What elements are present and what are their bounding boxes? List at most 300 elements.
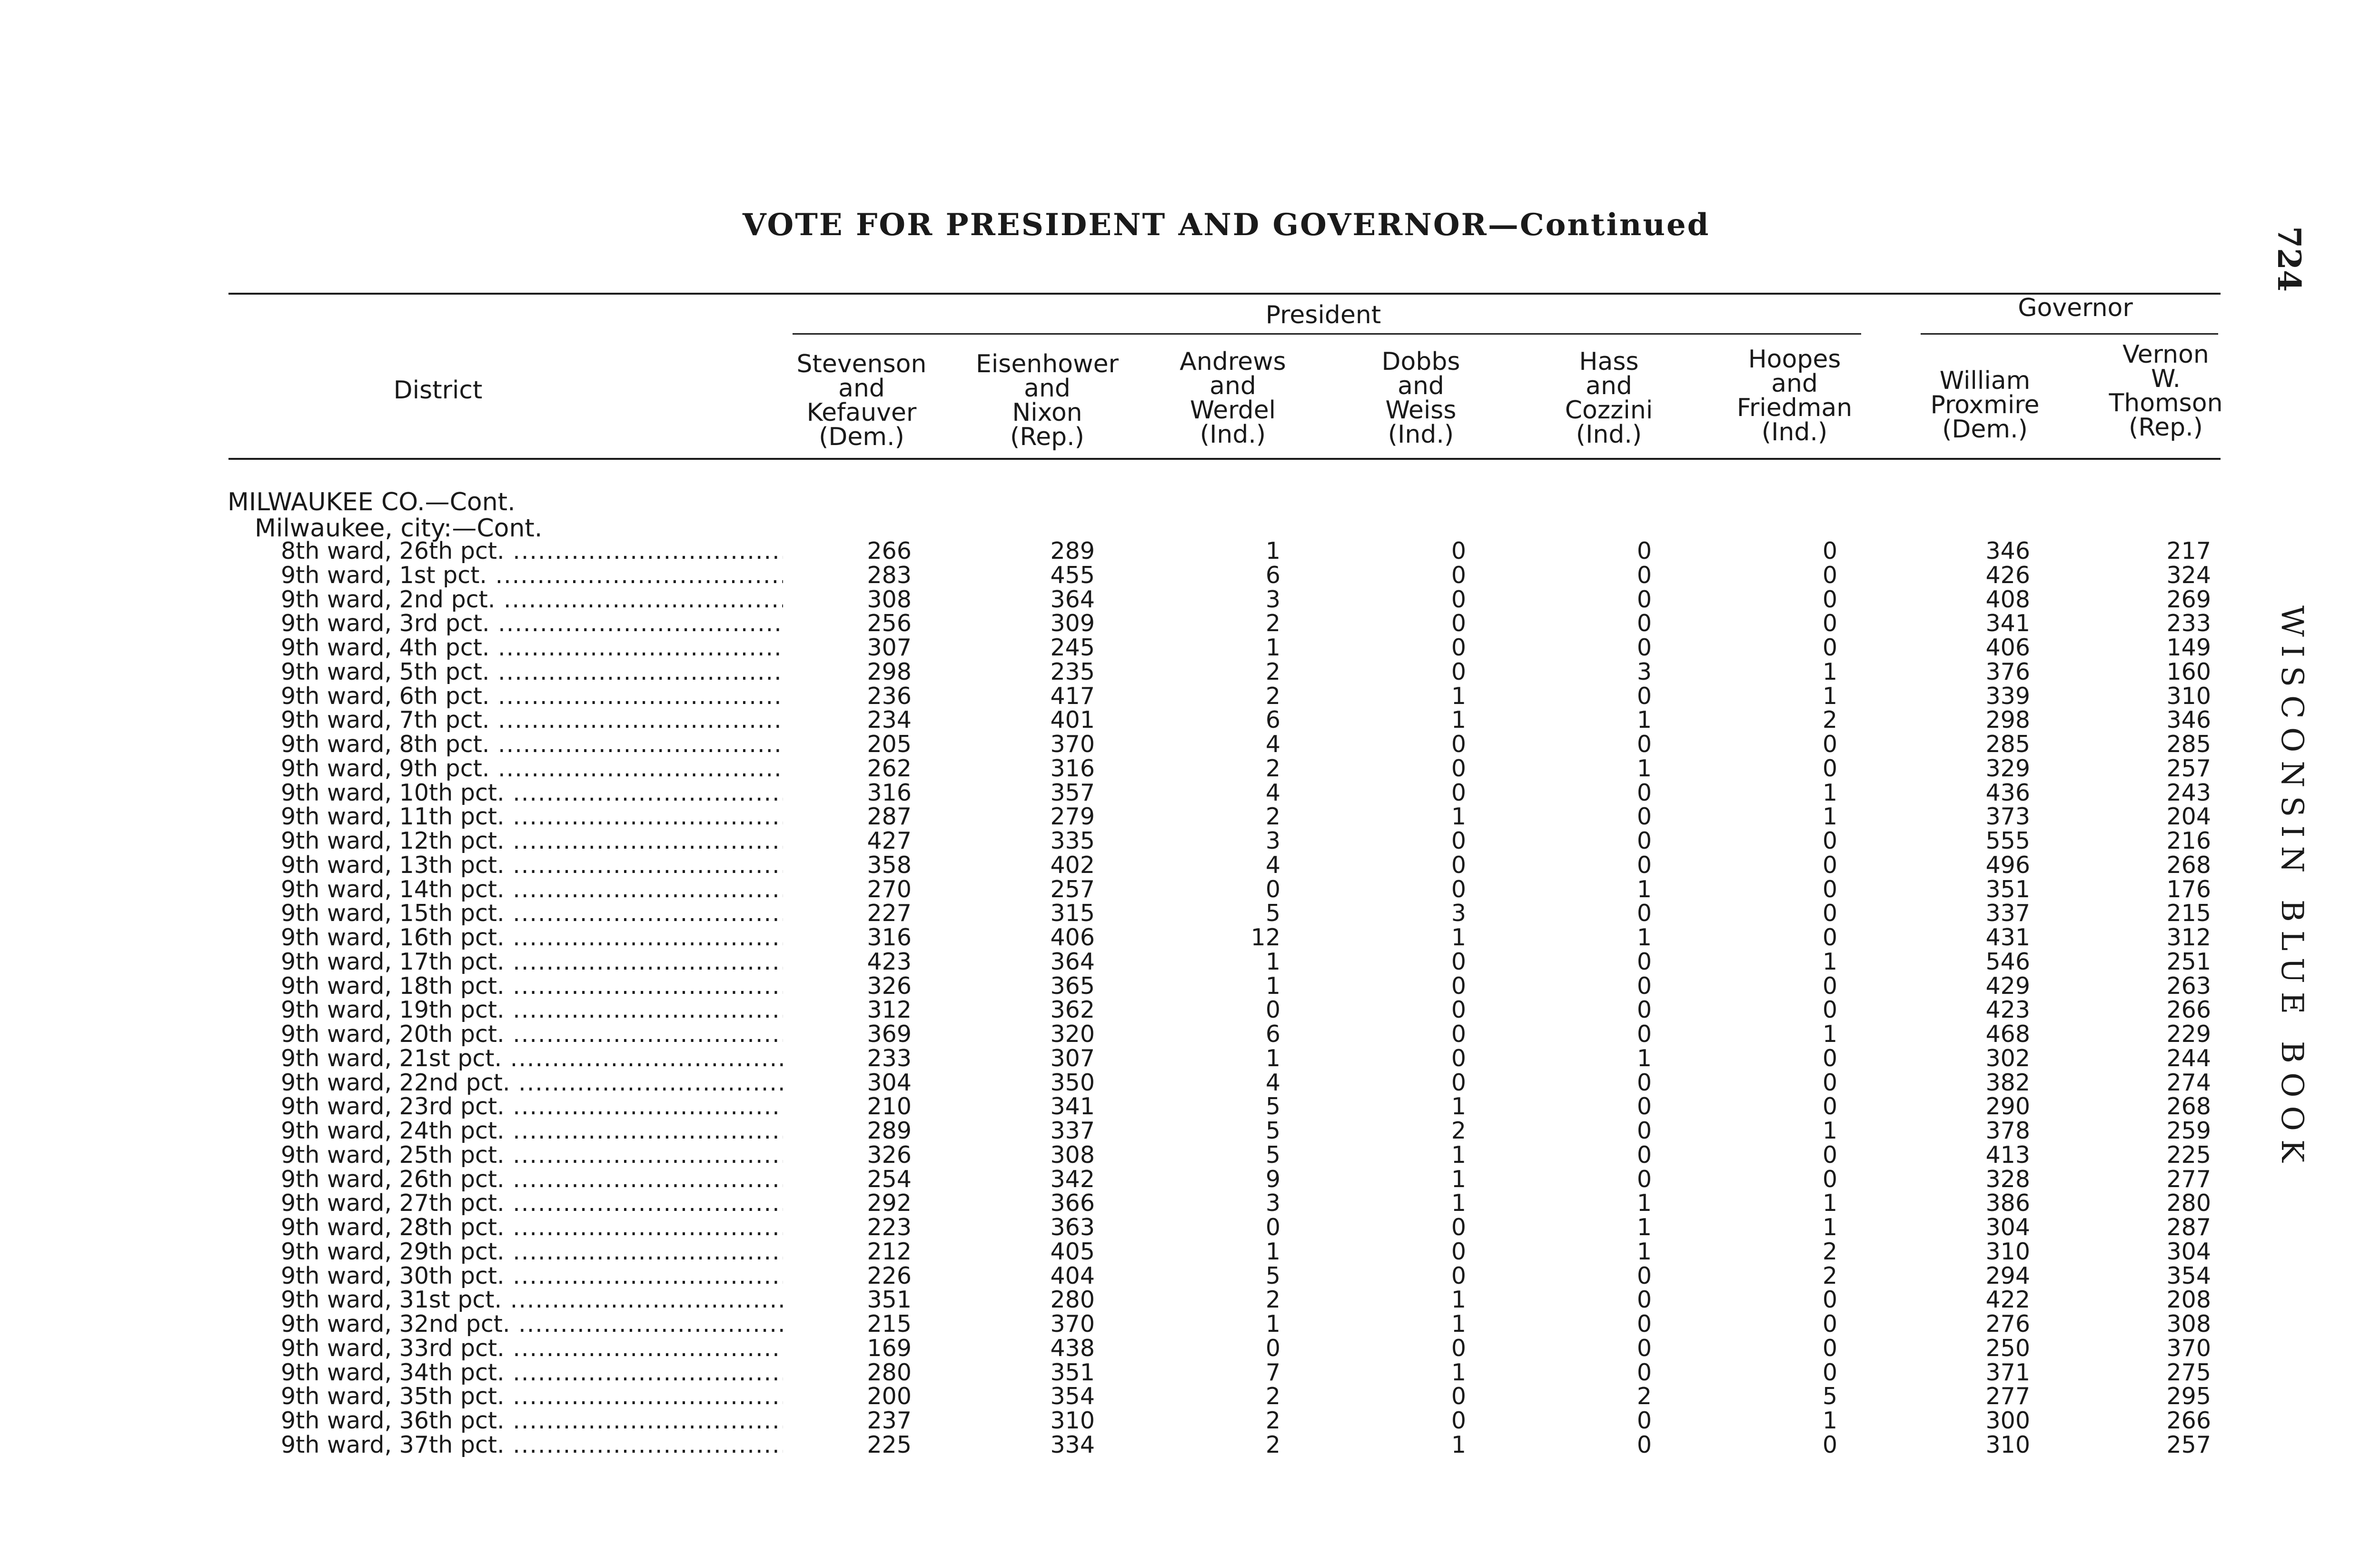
district-cell: 9th ward, 5th pct. .....: [281, 660, 783, 684]
vote-cell-thomson: 280: [2166, 1189, 2211, 1217]
vote-cell-proxmire: 328: [1985, 1165, 2030, 1193]
vote-cell-hass: 0: [1636, 1021, 1652, 1048]
vote-cell-hoopes: 0: [1822, 754, 1837, 782]
vote-cell-eisenhower: 363: [1050, 1214, 1095, 1241]
vote-cell-andrews: 2: [1265, 803, 1280, 831]
vote-cell-dobbs: 1: [1451, 1310, 1466, 1338]
district-cell: 9th ward, 22nd pct. .....: [281, 1070, 783, 1095]
vote-cell-thomson: 217: [2166, 537, 2211, 565]
vote-cell-stevenson: 262: [867, 754, 912, 782]
vote-cell-eisenhower: 280: [1050, 1286, 1095, 1314]
vote-cell-stevenson: 236: [867, 682, 912, 710]
column-header-andrews: Andrews and Werdel (Ind.): [1180, 347, 1286, 449]
table-row: [0, 1094, 2380, 1119]
vote-cell-thomson: 204: [2166, 803, 2211, 831]
vote-cell-stevenson: 205: [867, 731, 912, 758]
district-cell: 9th ward, 20th pct. .....: [281, 1022, 783, 1046]
vote-cell-eisenhower: 455: [1050, 561, 1095, 589]
vote-cell-eisenhower: 341: [1050, 1093, 1095, 1120]
president-group-header: President: [1265, 301, 1381, 329]
vote-cell-thomson: 208: [2166, 1286, 2211, 1314]
vote-cell-thomson: 370: [2166, 1334, 2211, 1362]
vote-cell-hass: 0: [1636, 1165, 1652, 1193]
table-row: [0, 708, 2380, 732]
vote-cell-proxmire: 468: [1985, 1021, 2030, 1048]
vote-cell-stevenson: 287: [867, 803, 912, 831]
vote-cell-stevenson: 358: [867, 851, 912, 879]
district-cell: 9th ward, 3rd pct. .....: [281, 611, 783, 635]
vote-cell-dobbs: 0: [1451, 779, 1466, 806]
vote-cell-eisenhower: 316: [1050, 754, 1095, 782]
column-header-dobbs: Dobbs and Weiss (Ind.): [1381, 347, 1460, 449]
vote-cell-hass: 0: [1636, 851, 1652, 879]
district-cell: 9th ward, 2nd pct. .....: [281, 587, 783, 612]
vote-cell-hoopes: 0: [1822, 900, 1837, 927]
vote-cell-hoopes: 2: [1822, 1238, 1837, 1265]
table-row: [0, 563, 2380, 587]
table-row: [0, 853, 2380, 877]
vote-cell-dobbs: 0: [1451, 1214, 1466, 1241]
top-rule: [228, 293, 2221, 295]
vote-cell-dobbs: 0: [1451, 731, 1466, 758]
district-cell: 9th ward, 26th pct. .....: [281, 1167, 783, 1191]
vote-cell-hoopes: 0: [1822, 731, 1837, 758]
table-row: [0, 1239, 2380, 1264]
vote-cell-dobbs: 2: [1451, 1117, 1466, 1144]
vote-cell-thomson: 244: [2166, 1044, 2211, 1072]
vote-cell-hass: 0: [1636, 900, 1652, 927]
vote-cell-proxmire: 300: [1985, 1407, 2030, 1434]
district-cell: 9th ward, 16th pct. .....: [281, 925, 783, 950]
vote-cell-hoopes: 0: [1822, 1431, 1837, 1458]
vote-cell-thomson: 277: [2166, 1165, 2211, 1193]
vote-cell-hoopes: 0: [1822, 1165, 1837, 1193]
vote-cell-thomson: 229: [2166, 1021, 2211, 1048]
vote-cell-hass: 0: [1636, 1141, 1652, 1169]
vote-cell-dobbs: 0: [1451, 1069, 1466, 1096]
vote-cell-hoopes: 0: [1822, 585, 1837, 613]
vote-cell-stevenson: 210: [867, 1093, 912, 1120]
district-cell: 9th ward, 15th pct. .....: [281, 901, 783, 925]
header-bottom-rule: [228, 458, 2221, 460]
vote-cell-eisenhower: 402: [1050, 851, 1095, 879]
vote-cell-hass: 0: [1636, 682, 1652, 710]
district-cell: 9th ward, 36th pct. .....: [281, 1408, 783, 1433]
vote-cell-hass: 1: [1636, 1238, 1652, 1265]
vote-cell-dobbs: 0: [1451, 1238, 1466, 1265]
vote-cell-eisenhower: 342: [1050, 1165, 1095, 1193]
vote-cell-thomson: 346: [2166, 706, 2211, 734]
vote-cell-stevenson: 254: [867, 1165, 912, 1193]
vote-cell-dobbs: 0: [1451, 1383, 1466, 1410]
vote-cell-andrews: 1: [1265, 1238, 1280, 1265]
district-cell: 9th ward, 21st pct. .....: [281, 1046, 783, 1070]
vote-cell-hass: 0: [1636, 1334, 1652, 1362]
vote-cell-proxmire: 290: [1985, 1093, 2030, 1120]
vote-cell-proxmire: 277: [1985, 1383, 2030, 1410]
table-row: [0, 1070, 2380, 1095]
vote-cell-andrews: 4: [1265, 731, 1280, 758]
vote-cell-dobbs: 0: [1451, 561, 1466, 589]
vote-cell-stevenson: 423: [867, 948, 912, 975]
vote-cell-eisenhower: 308: [1050, 1141, 1095, 1169]
vote-cell-dobbs: 1: [1451, 1358, 1466, 1386]
vote-cell-dobbs: 1: [1451, 682, 1466, 710]
vote-cell-thomson: 160: [2166, 658, 2211, 685]
vote-cell-eisenhower: 417: [1050, 682, 1095, 710]
vote-cell-stevenson: 223: [867, 1214, 912, 1241]
district-cell: 9th ward, 17th pct. .....: [281, 950, 783, 974]
table-row: [0, 587, 2380, 612]
vote-cell-hass: 0: [1636, 537, 1652, 565]
vote-cell-proxmire: 337: [1985, 900, 2030, 927]
vote-cell-dobbs: 0: [1451, 537, 1466, 565]
table-row: [0, 611, 2380, 635]
vote-cell-thomson: 312: [2166, 924, 2211, 951]
column-header-stevenson: Stevenson and Kefauver (Dem.): [796, 350, 927, 451]
vote-cell-eisenhower: 406: [1050, 924, 1095, 951]
table-row: [0, 1433, 2380, 1457]
vote-cell-proxmire: 408: [1985, 585, 2030, 613]
district-cell: 9th ward, 25th pct. .....: [281, 1143, 783, 1167]
district-cell: 9th ward, 33rd pct. .....: [281, 1336, 783, 1360]
table-row: [0, 660, 2380, 684]
vote-cell-thomson: 251: [2166, 948, 2211, 975]
vote-cell-hoopes: 0: [1822, 610, 1837, 637]
vote-cell-dobbs: 0: [1451, 875, 1466, 903]
vote-cell-dobbs: 1: [1451, 1141, 1466, 1169]
vote-cell-proxmire: 351: [1985, 875, 2030, 903]
vote-cell-hoopes: 2: [1822, 706, 1837, 734]
vote-cell-andrews: 0: [1265, 996, 1280, 1024]
vote-cell-dobbs: 1: [1451, 924, 1466, 951]
vote-cell-hoopes: 0: [1822, 996, 1837, 1024]
district-cell: 9th ward, 27th pct. .....: [281, 1191, 783, 1215]
vote-cell-hoopes: 0: [1822, 1069, 1837, 1096]
vote-cell-thomson: 269: [2166, 585, 2211, 613]
vote-cell-hoopes: 1: [1822, 1117, 1837, 1144]
vote-cell-hoopes: 1: [1822, 948, 1837, 975]
vote-cell-stevenson: 307: [867, 634, 912, 661]
vote-cell-proxmire: 371: [1985, 1358, 2030, 1386]
table-row: [0, 974, 2380, 998]
vote-cell-andrews: 2: [1265, 682, 1280, 710]
page-number: 724: [2270, 226, 2308, 292]
vote-cell-dobbs: 0: [1451, 610, 1466, 637]
district-cell: 9th ward, 28th pct. .....: [281, 1215, 783, 1239]
vote-cell-proxmire: 298: [1985, 706, 2030, 734]
vote-cell-stevenson: 304: [867, 1069, 912, 1096]
vote-cell-eisenhower: 350: [1050, 1069, 1095, 1096]
vote-cell-hoopes: 1: [1822, 1189, 1837, 1217]
vote-cell-andrews: 4: [1265, 779, 1280, 806]
table-row: [0, 756, 2380, 781]
vote-cell-proxmire: 373: [1985, 803, 2030, 831]
vote-cell-dobbs: 1: [1451, 803, 1466, 831]
vote-cell-dobbs: 1: [1451, 1189, 1466, 1217]
district-cell: 9th ward, 31st pct. .....: [281, 1288, 783, 1312]
vote-cell-thomson: 176: [2166, 875, 2211, 903]
vote-cell-thomson: 215: [2166, 900, 2211, 927]
vote-cell-andrews: 1: [1265, 972, 1280, 1000]
vote-cell-dobbs: 0: [1451, 658, 1466, 685]
table-row: [0, 539, 2380, 563]
district-header: District: [393, 376, 483, 405]
vote-cell-hass: 1: [1636, 754, 1652, 782]
vote-cell-proxmire: 329: [1985, 754, 2030, 782]
vote-cell-stevenson: 292: [867, 1189, 912, 1217]
vote-cell-dobbs: 0: [1451, 972, 1466, 1000]
table-row: [0, 1191, 2380, 1215]
vote-cell-andrews: 1: [1265, 1310, 1280, 1338]
vote-cell-thomson: 216: [2166, 827, 2211, 854]
vote-cell-dobbs: 1: [1451, 1286, 1466, 1314]
vote-cell-eisenhower: 257: [1050, 875, 1095, 903]
column-header-proxmire: William Proxmire (Dem.): [1930, 367, 2040, 444]
district-cell: 9th ward, 23rd pct. .....: [281, 1094, 783, 1119]
vote-cell-thomson: 257: [2166, 754, 2211, 782]
vote-cell-eisenhower: 315: [1050, 900, 1095, 927]
vote-cell-hass: 3: [1636, 658, 1652, 685]
vote-cell-eisenhower: 362: [1050, 996, 1095, 1024]
vote-cell-hass: 0: [1636, 634, 1652, 661]
vote-cell-dobbs: 0: [1451, 1262, 1466, 1289]
vote-cell-hass: 0: [1636, 1310, 1652, 1338]
table-row: [0, 1360, 2380, 1385]
vote-cell-thomson: 308: [2166, 1310, 2211, 1338]
vote-cell-hass: 0: [1636, 1093, 1652, 1120]
vote-cell-andrews: 6: [1265, 1021, 1280, 1048]
vote-cell-proxmire: 346: [1985, 537, 2030, 565]
vote-cell-hoopes: 0: [1822, 924, 1837, 951]
vote-cell-proxmire: 310: [1985, 1238, 2030, 1265]
vote-cell-hass: 0: [1636, 1358, 1652, 1386]
district-cell: 9th ward, 18th pct. .....: [281, 974, 783, 998]
vote-cell-hass: 1: [1636, 875, 1652, 903]
vote-cell-hoopes: 0: [1822, 1358, 1837, 1386]
vote-cell-stevenson: 256: [867, 610, 912, 637]
district-cell: 9th ward, 32nd pct. .....: [281, 1312, 783, 1336]
district-cell: 9th ward, 19th pct. .....: [281, 998, 783, 1022]
table-row: [0, 732, 2380, 756]
table-row: [0, 829, 2380, 853]
vote-cell-eisenhower: 365: [1050, 972, 1095, 1000]
vote-cell-dobbs: 0: [1451, 754, 1466, 782]
vote-cell-andrews: 2: [1265, 754, 1280, 782]
vote-cell-stevenson: 225: [867, 1431, 912, 1458]
vote-cell-dobbs: 3: [1451, 900, 1466, 927]
vote-cell-thomson: 310: [2166, 682, 2211, 710]
vote-cell-eisenhower: 404: [1050, 1262, 1095, 1289]
vote-cell-hass: 0: [1636, 1069, 1652, 1096]
vote-cell-hass: 0: [1636, 561, 1652, 589]
table-row: [0, 950, 2380, 974]
vote-cell-andrews: 0: [1265, 875, 1280, 903]
vote-cell-hass: 0: [1636, 779, 1652, 806]
vote-cell-hoopes: 0: [1822, 1334, 1837, 1362]
vote-cell-hoopes: 1: [1822, 779, 1837, 806]
vote-cell-proxmire: 378: [1985, 1117, 2030, 1144]
vote-cell-stevenson: 234: [867, 706, 912, 734]
vote-cell-eisenhower: 364: [1050, 948, 1095, 975]
vote-cell-hoopes: 0: [1822, 537, 1837, 565]
vote-cell-stevenson: 233: [867, 1044, 912, 1072]
vote-cell-stevenson: 298: [867, 658, 912, 685]
vote-cell-hoopes: 5: [1822, 1383, 1837, 1410]
vote-cell-hass: 0: [1636, 1117, 1652, 1144]
vote-cell-eisenhower: 235: [1050, 658, 1095, 685]
vote-cell-stevenson: 266: [867, 537, 912, 565]
vote-cell-dobbs: 0: [1451, 1334, 1466, 1362]
table-row: [0, 901, 2380, 925]
column-header-hoopes: Hoopes and Friedman (Ind.): [1736, 345, 1853, 446]
vote-cell-stevenson: 289: [867, 1117, 912, 1144]
vote-cell-eisenhower: 320: [1050, 1021, 1095, 1048]
vote-cell-hoopes: 1: [1822, 1021, 1837, 1048]
vote-cell-proxmire: 496: [1985, 851, 2030, 879]
table-row: [0, 998, 2380, 1022]
vote-cell-stevenson: 316: [867, 924, 912, 951]
district-cell: 9th ward, 1st pct. .....: [281, 563, 783, 587]
vote-cell-thomson: 324: [2166, 561, 2211, 589]
book-title: WISCONSIN BLUE BOOK: [2274, 605, 2310, 1171]
vote-cell-thomson: 266: [2166, 1407, 2211, 1434]
vote-cell-stevenson: 326: [867, 1141, 912, 1169]
vote-cell-eisenhower: 310: [1050, 1407, 1095, 1434]
vote-cell-andrews: 5: [1265, 1262, 1280, 1289]
district-cell: 9th ward, 12th pct. .....: [281, 829, 783, 853]
vote-cell-andrews: 3: [1265, 1189, 1280, 1217]
vote-cell-thomson: 354: [2166, 1262, 2211, 1289]
vote-cell-proxmire: 386: [1985, 1189, 2030, 1217]
vote-cell-proxmire: 339: [1985, 682, 2030, 710]
vote-cell-thomson: 274: [2166, 1069, 2211, 1096]
district-cell: 9th ward, 35th pct. .....: [281, 1384, 783, 1408]
vote-cell-eisenhower: 370: [1050, 1310, 1095, 1338]
vote-cell-dobbs: 1: [1451, 1431, 1466, 1458]
district-cell: 8th ward, 26th pct. .....: [281, 539, 783, 563]
vote-cell-thomson: 266: [2166, 996, 2211, 1024]
section-heading-county: MILWAUKEE CO.—Cont.: [228, 488, 516, 516]
district-cell: 9th ward, 8th pct. .....: [281, 732, 783, 756]
vote-cell-eisenhower: 289: [1050, 537, 1095, 565]
vote-cell-proxmire: 276: [1985, 1310, 2030, 1338]
vote-cell-stevenson: 270: [867, 875, 912, 903]
vote-cell-proxmire: 436: [1985, 779, 2030, 806]
district-cell: 9th ward, 13th pct. .....: [281, 853, 783, 877]
vote-cell-hoopes: 1: [1822, 803, 1837, 831]
page-title: VOTE FOR PRESIDENT AND GOVERNOR—Continued: [743, 207, 1710, 243]
vote-cell-andrews: 2: [1265, 610, 1280, 637]
vote-cell-stevenson: 308: [867, 585, 912, 613]
vote-cell-dobbs: 0: [1451, 1021, 1466, 1048]
vote-cell-hoopes: 0: [1822, 1310, 1837, 1338]
vote-cell-proxmire: 250: [1985, 1334, 2030, 1362]
vote-cell-andrews: 5: [1265, 1117, 1280, 1144]
vote-cell-stevenson: 227: [867, 900, 912, 927]
vote-cell-eisenhower: 405: [1050, 1238, 1095, 1265]
vote-cell-proxmire: 376: [1985, 658, 2030, 685]
table-row: [0, 1288, 2380, 1312]
table-row: [0, 925, 2380, 950]
vote-cell-stevenson: 351: [867, 1286, 912, 1314]
vote-cell-hoopes: 1: [1822, 658, 1837, 685]
vote-cell-thomson: 149: [2166, 634, 2211, 661]
table-row: [0, 877, 2380, 902]
table-row: [0, 1143, 2380, 1167]
table-row: [0, 1022, 2380, 1046]
vote-cell-hass: 2: [1636, 1383, 1652, 1410]
section-heading-city: Milwaukee, city:—Cont.: [255, 514, 543, 543]
vote-cell-dobbs: 0: [1451, 585, 1466, 613]
district-cell: 9th ward, 24th pct. .....: [281, 1119, 783, 1143]
vote-cell-eisenhower: 364: [1050, 585, 1095, 613]
vote-cell-eisenhower: 370: [1050, 731, 1095, 758]
vote-cell-stevenson: 237: [867, 1407, 912, 1434]
vote-cell-andrews: 2: [1265, 1407, 1280, 1434]
vote-cell-hoopes: 0: [1822, 561, 1837, 589]
vote-cell-hoopes: 0: [1822, 1093, 1837, 1120]
vote-cell-hass: 1: [1636, 1044, 1652, 1072]
vote-cell-hass: 1: [1636, 1189, 1652, 1217]
vote-cell-hass: 0: [1636, 610, 1652, 637]
district-cell: 9th ward, 6th pct. .....: [281, 684, 783, 708]
district-cell: 9th ward, 30th pct. .....: [281, 1264, 783, 1288]
vote-cell-proxmire: 341: [1985, 610, 2030, 637]
vote-cell-andrews: 0: [1265, 1214, 1280, 1241]
table-row: [0, 1215, 2380, 1239]
table-row: [0, 1408, 2380, 1433]
table-row: [0, 804, 2380, 829]
vote-cell-andrews: 1: [1265, 948, 1280, 975]
vote-cell-andrews: 7: [1265, 1358, 1280, 1386]
vote-cell-hass: 0: [1636, 1407, 1652, 1434]
vote-cell-hass: 1: [1636, 1214, 1652, 1241]
vote-cell-dobbs: 0: [1451, 1407, 1466, 1434]
vote-cell-hoopes: 1: [1822, 682, 1837, 710]
vote-cell-hoopes: 2: [1822, 1262, 1837, 1289]
district-cell: 9th ward, 34th pct. .....: [281, 1360, 783, 1385]
governor-group-rule: [1921, 333, 2218, 335]
vote-cell-eisenhower: 309: [1050, 610, 1095, 637]
vote-cell-stevenson: 215: [867, 1310, 912, 1338]
vote-cell-proxmire: 426: [1985, 561, 2030, 589]
table-row: [0, 1384, 2380, 1408]
vote-cell-stevenson: 226: [867, 1262, 912, 1289]
vote-cell-stevenson: 212: [867, 1238, 912, 1265]
district-cell: 9th ward, 11th pct. .....: [281, 804, 783, 829]
vote-cell-dobbs: 1: [1451, 1165, 1466, 1193]
vote-cell-thomson: 295: [2166, 1383, 2211, 1410]
vote-cell-hoopes: 0: [1822, 1141, 1837, 1169]
district-cell: 9th ward, 29th pct. .....: [281, 1239, 783, 1264]
vote-cell-hass: 1: [1636, 706, 1652, 734]
president-group-rule: [793, 333, 1861, 335]
vote-cell-thomson: 287: [2166, 1214, 2211, 1241]
column-header-hass: Hass and Cozzini (Ind.): [1565, 347, 1653, 449]
vote-cell-stevenson: 312: [867, 996, 912, 1024]
vote-cell-dobbs: 0: [1451, 827, 1466, 854]
vote-cell-eisenhower: 307: [1050, 1044, 1095, 1072]
vote-cell-thomson: 275: [2166, 1358, 2211, 1386]
table-row: [0, 1119, 2380, 1143]
vote-cell-andrews: 12: [1250, 924, 1280, 951]
vote-cell-proxmire: 285: [1985, 731, 2030, 758]
table-row: [0, 684, 2380, 708]
vote-cell-eisenhower: 334: [1050, 1431, 1095, 1458]
vote-cell-andrews: 3: [1265, 585, 1280, 613]
vote-cell-hass: 0: [1636, 1286, 1652, 1314]
